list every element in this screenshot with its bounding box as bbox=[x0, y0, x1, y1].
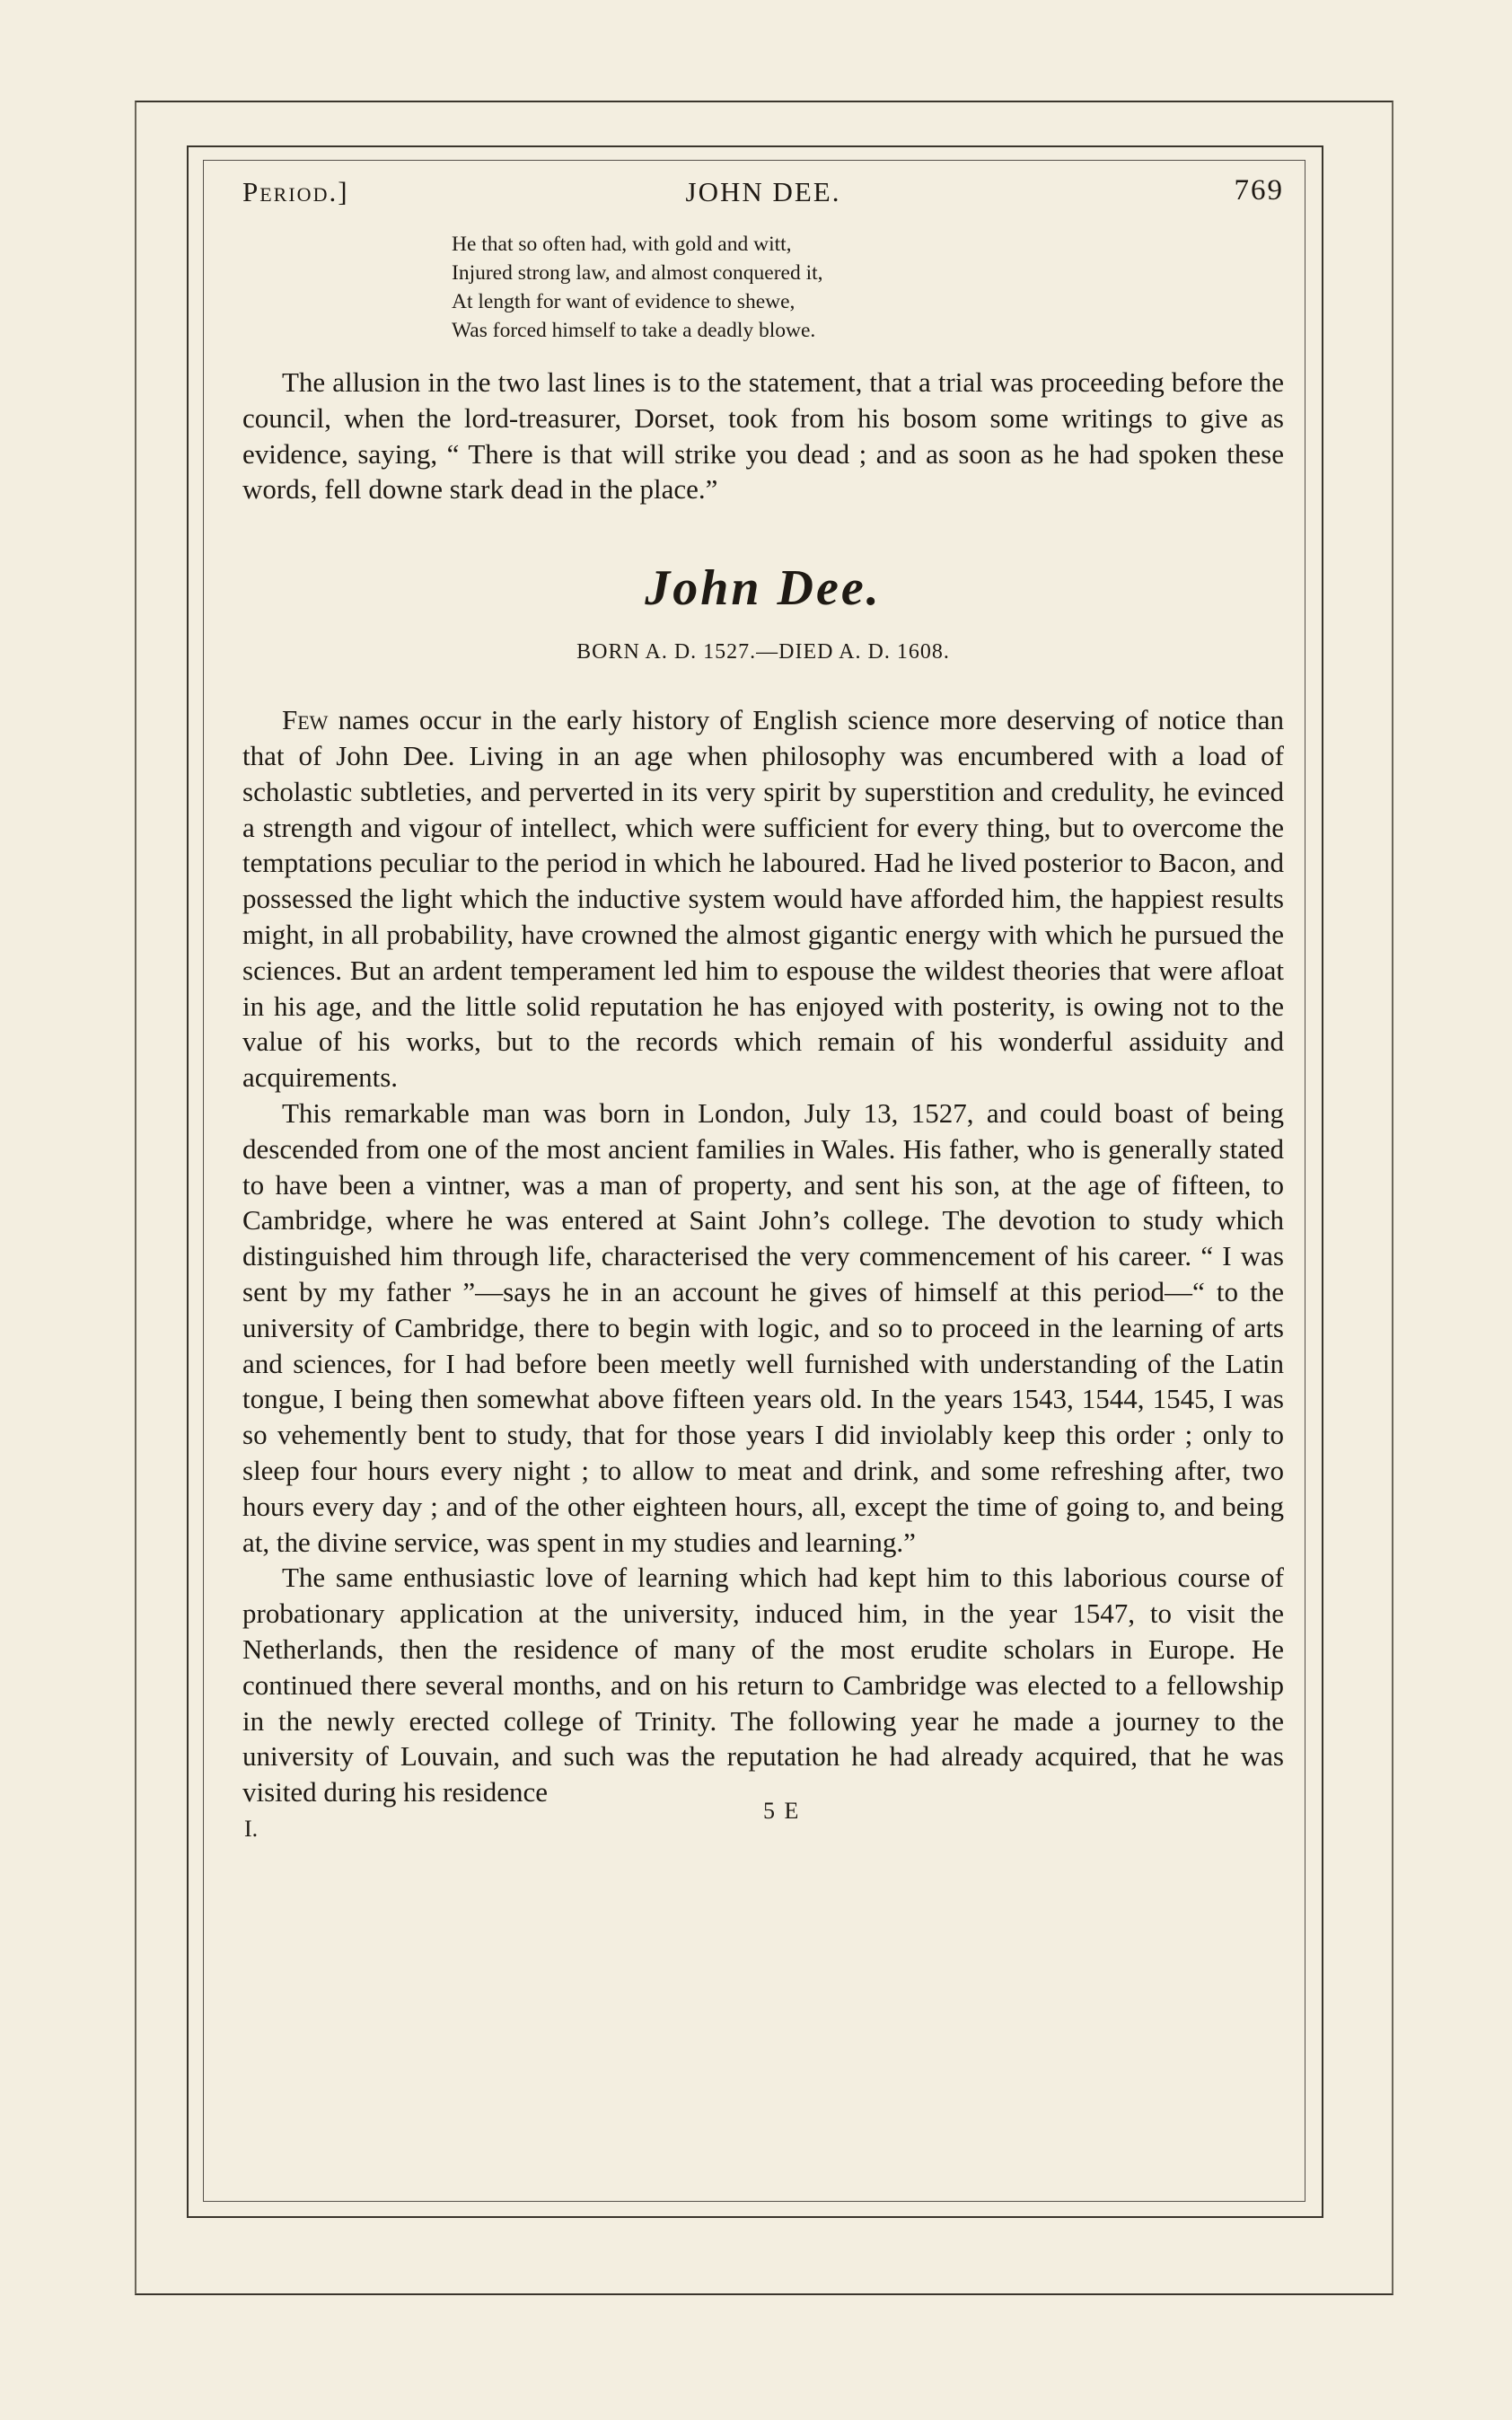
signature-mark: 5 E bbox=[763, 1797, 801, 1824]
epitaph-poem bbox=[452, 230, 1284, 345]
paragraph-travels: The same enthusiastic love of learning which had kept him to this laborious course of probationary application at the university, induced him, in the year 1547, to visit the Netherlands, then the residence of many of the most erudite scholars in Europe. He continued there several months, and on his return to Cambridge was elected to a fellowship in the newly erected college of Trinity. The following year he made a journey to the university of Louvain, and such was the reputation he had already acquired, that he was visited during his residence bbox=[242, 1562, 1284, 1808]
poem-line: Was forced himself to take a deadly blowe. bbox=[452, 319, 816, 342]
paragraph-birth: This remarkable man was born in London, July 13, 1527, and could boast of being descended from one of the most ancient families in Wales. His father, who is generally stated to have been a vintner, was a man of property, and sent his son, at the age of fifteen, to Cambridge, where he was entered at Saint John’s college. The devotion to study which distinguished him through life, characterised the very commencement of his career. “ I was sent by my father ”—says he in an account he gives of himself at this period—“ to the university of Cambridge, there to begin with logic, and so to proceed in the learning of arts and sciences, for I had before been meetly well furnished with understanding of the Latin tongue, I being then somewhat above fifteen years old. In the years 1543, 1544, 1545, I was so vehemently bent to study, that for those years I did inviolably keep this order ; only to sleep four hours every night ; to allow to meat and drink, and some refreshing after, two hours every day ; and of the other eighteen hours, all, except the time of going to, and being at, the divine service, was spent in my studies and learning.” bbox=[242, 1096, 1284, 1558]
paragraph-intro bbox=[242, 702, 1284, 1096]
poem-line: He that so often had, with gold and witt, bbox=[452, 233, 792, 256]
life-dates: BORN A. D. 1527.—DIED A. D. 1608. bbox=[576, 640, 950, 664]
volume-number: I. bbox=[244, 1815, 259, 1842]
section-title: John Dee. bbox=[645, 560, 882, 617]
header-period: Period.] bbox=[242, 176, 349, 207]
paragraph-intro-text: names occur in the early history of English science more deserving of notice than that of John Dee. Living in an age when philosophy was encumbered with a load of scholastic subtleties, and perverted in its very spirit by superstition and credulity, he evinced a strength and vigour of intellect, which were sufficient for every thing, but to overcome the temptations peculiar to the period in which he laboured. Had he lived posterior to Bacon, and possessed the light which the inductive system would have afforded him, the happiest results might, in all probability, have crowned the almost gigantic energy with which he pursued the sciences. But an ardent temperament led him to espouse the wildest theories that were afloat in his age, and the little solid reputation he has enjoyed with posterity, is owing not to the value of his works, but to the records which remain of his wonderful assiduity and acquirements. bbox=[242, 704, 1284, 1094]
poem-line: Injured strong law, and almost conquered it, bbox=[452, 261, 823, 285]
poem-line: At length for want of evidence to shewe, bbox=[452, 290, 796, 313]
page-content bbox=[242, 171, 1284, 2191]
header-running-title: JOHN DEE. bbox=[685, 176, 841, 207]
page-footer bbox=[242, 1797, 1284, 1846]
lead-word: Few bbox=[282, 704, 329, 736]
running-header bbox=[242, 171, 1284, 217]
header-page-number: 769 bbox=[1234, 174, 1284, 207]
paragraph-allusion: The allusion in the two last lines is to the statement, that a trial was proceeding before the council, when the lord-treasurer, Dorset, took from his bosom some writings to give as evidence, saying, “ There is that will strike you dead ; and as soon as he had spoken these words, fell downe stark dead in the place.” bbox=[242, 366, 1284, 506]
